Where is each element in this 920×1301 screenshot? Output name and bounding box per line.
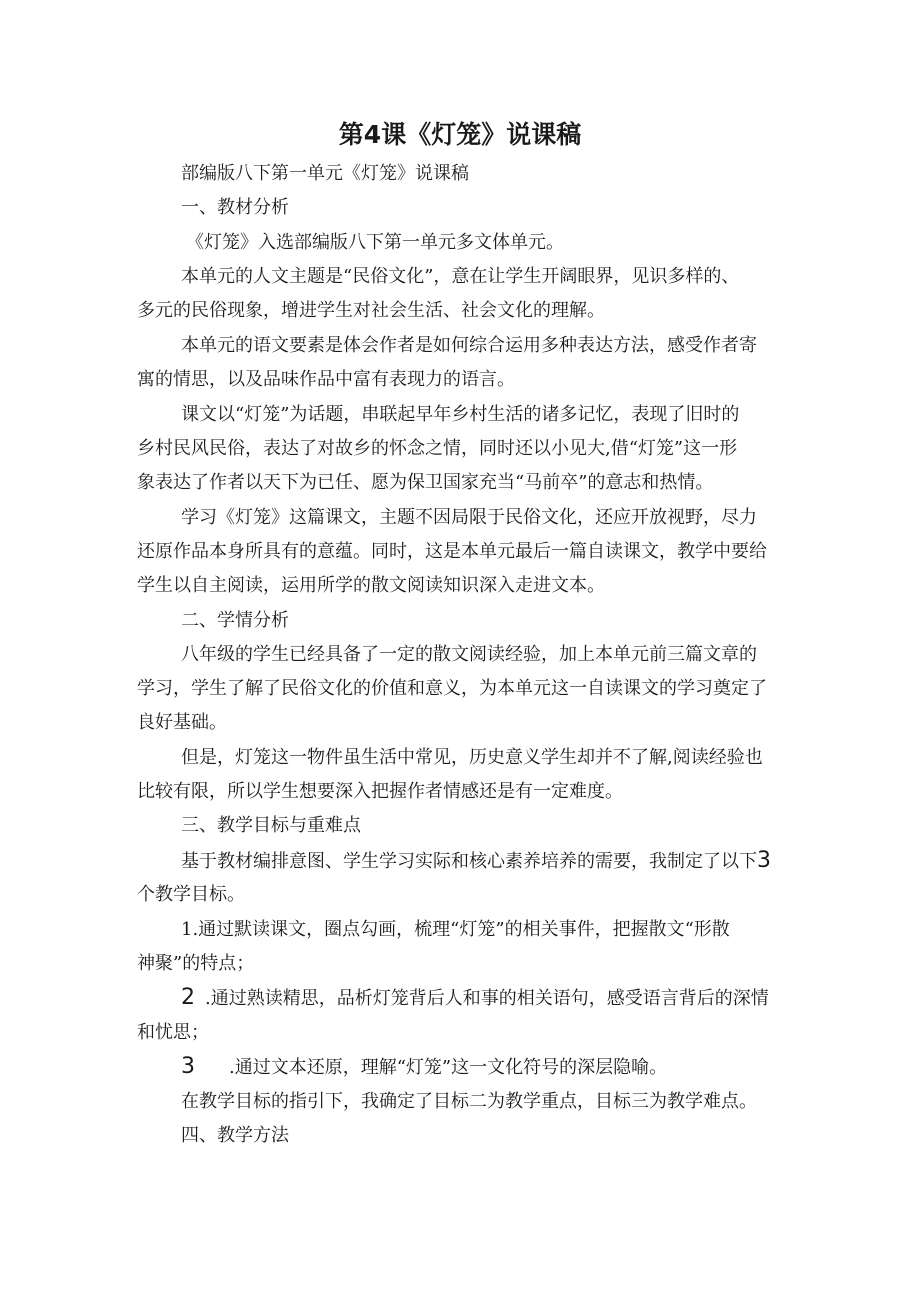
paragraph-line: 《灯笼》入选部编版八下第一单元多文体单元。	[186, 232, 564, 253]
paragraph-line: 寓的情思，以及品味作品中富有表现力的语言。	[137, 369, 515, 390]
paragraph-line: 本单元的人文主题是“民俗文化”，意在让学生开阔眼界，见识多样的、	[181, 266, 740, 287]
goal-item: 和忧思；	[137, 1022, 209, 1043]
goal-item	[181, 1055, 667, 1080]
paragraph-text: 基于教材编排意图、学生学习实际和核心素养培养的需要，我制定了以下	[181, 851, 757, 872]
paragraph-line: 在教学目标的指引下，我确定了目标二为教学重点，目标三为教学难点。	[181, 1091, 757, 1112]
paragraph-line: 比较有限，所以学生想要深入把握作者情感还是有一定难度。	[137, 781, 623, 802]
paragraph-line: 学习，学生了解了民俗文化的价值和意义，为本单元这一自读课文的学习奠定了	[137, 678, 767, 699]
goal-number: 3	[181, 1054, 195, 1079]
paragraph-line: 课文以“灯笼”为话题，串联起早年乡村生活的诸多记忆，表现了旧时的	[181, 404, 740, 425]
section-heading: 三、教学目标与重难点	[181, 815, 361, 836]
paragraph-line: 八年级的学生已经具备了一定的散文阅读经验，加上本单元前三篇文章的	[181, 644, 757, 665]
paragraph-line: 个教学目标。	[137, 884, 245, 905]
paragraph-line: 学习《灯笼》这篇课文，主题不因局限于民俗文化，还应开放视野，尽力	[181, 507, 757, 528]
section-heading: 四、教学方法	[181, 1125, 289, 1146]
paragraph-line: 良好基础。	[137, 712, 227, 733]
document-title: 第4课《灯笼》说课稿	[338, 120, 582, 149]
goal-number: 2	[181, 985, 195, 1010]
section-heading: 一、教材分析	[181, 197, 289, 218]
section-heading: 二、学情分析	[181, 610, 289, 631]
paragraph-line: 乡村民风民俗，表达了对故乡的怀念之情，同时还以小见大,借“灯笼”这一形	[137, 438, 738, 459]
goal-text: .通过文本还原，理解“灯笼”这一文化符号的深层隐喻。	[229, 1057, 668, 1078]
subtitle-line: 部编版八下第一单元《灯笼》说课稿	[181, 163, 469, 184]
paragraph-line: 本单元的语文要素是体会作者是如何综合运用多种表达方法，感受作者寄	[181, 335, 757, 356]
paragraph-line: 但是，灯笼这一物件虽生活中常见，历史意义学生却并不了解,阅读经验也	[181, 747, 763, 768]
goal-item: 1.通过默读课文，圈点勾画，梳理“灯笼”的相关事件，把握散文“形散	[181, 919, 730, 940]
goal-item	[181, 986, 769, 1011]
paragraph-line: 学生以自主阅读，运用所学的散文阅读知识深入走进文本。	[137, 575, 605, 596]
paragraph-line: 多元的民俗现象，增进学生对社会生活、社会文化的理解。	[137, 300, 605, 321]
goal-count: 3	[757, 848, 771, 873]
paragraph-line: 象表达了作者以天下为已任、愿为保卫国家充当“马前卒”的意志和热情。	[137, 472, 714, 493]
paragraph-line	[181, 849, 771, 874]
goal-text: .通过熟读精思，品析灯笼背后人和事的相关语句，感受语言背后的深情	[205, 988, 769, 1009]
goal-item: 神聚”的特点；	[137, 953, 255, 974]
paragraph-line: 还原作品本身所具有的意蕴。同时，这是本单元最后一篇自读课文，教学中要给	[137, 541, 767, 562]
